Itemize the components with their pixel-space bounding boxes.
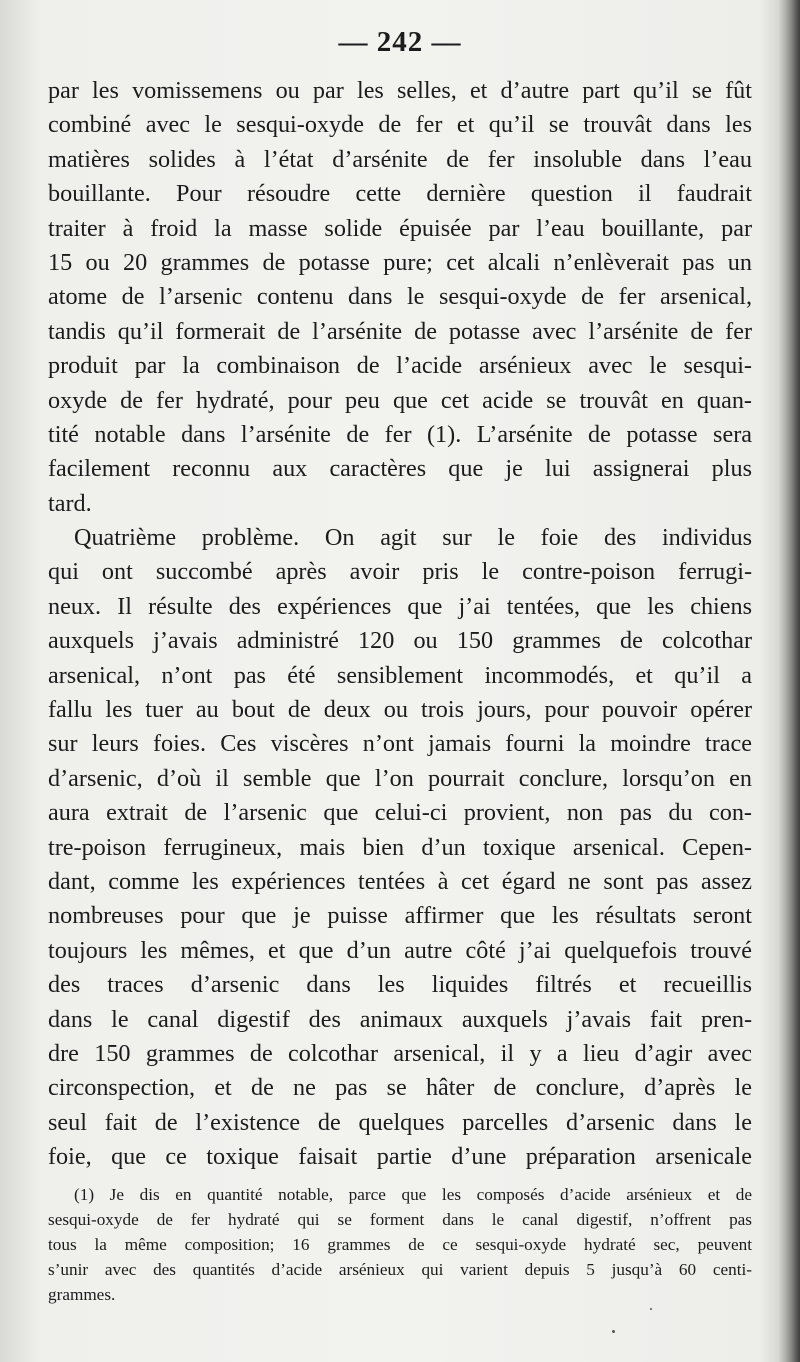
body-line: dans le canal digestif des animaux auxquels j’avais fait pren-	[48, 1005, 752, 1033]
body-line: auxquels j’avais administré 120 ou 150 grammes de colcothar	[48, 627, 752, 655]
book-spine-shadow	[778, 0, 800, 1362]
body-line: tandis qu’il formerait de l’arsénite de potasse avec l’arsénite de fer	[48, 317, 752, 345]
body-line: nombreuses pour que je puisse affirmer que les résultats seront	[48, 902, 752, 930]
body-line: circonspection, et de ne pas se hâter de conclure, d’après le	[48, 1074, 752, 1102]
body-text	[48, 74, 752, 1175]
body-line: aura extrait de l’arsenic que celui-ci provient, non pas du con-	[48, 799, 752, 827]
body-line: traiter à froid la masse solide épuisée par l’eau bouillante, par	[48, 214, 752, 242]
footnote	[48, 1182, 752, 1307]
body-line: tard.	[48, 489, 92, 517]
paper-speck	[650, 1308, 652, 1310]
body-line: qui ont succombé après avoir pris le contre-poison ferrugi-	[48, 558, 752, 586]
body-line: par les vomissemens ou par les selles, et d’autre part qu’il se fût	[48, 77, 752, 104]
section-heading-line: Quatrième problème. On agit sur le foie des individus	[74, 524, 752, 552]
page-number: — 242 —	[338, 26, 462, 58]
body-line: produit par la combinaison de l’acide arsénieux avec le sesqui-	[48, 352, 752, 380]
body-line: combiné avec le sesqui-oxyde de fer et qu’il se trouvât dans les	[48, 111, 752, 139]
body-line: foie, que ce toxique faisait partie d’une préparation arsenicale	[48, 1143, 752, 1171]
footnote-line: s’unir avec des quantités d’acide arsénieux qui varient depuis 5 jusqu’à 60 centi-	[48, 1260, 752, 1279]
footnote-line: (1) Je dis en quantité notable, parce que les composés d’acide arsénieux et de	[74, 1185, 752, 1204]
body-line: oxyde de fer hydraté, pour peu que cet acide se trouvât en quan-	[48, 386, 752, 414]
body-line: neux. Il résulte des expériences que j’ai tentées, que les chiens	[48, 592, 752, 620]
body-line: tre-poison ferrugineux, mais bien d’un toxique arsenical. Cepen-	[48, 833, 752, 861]
footnote-line: tous la même composition; 16 grammes de ce sesqui-oxyde hydraté sec, peuvent	[48, 1235, 752, 1254]
footnote-line: sesqui-oxyde de fer hydraté qui se forment dans le canal digestif, n’offrent pas	[48, 1210, 752, 1229]
body-line: toujours les mêmes, et que d’un autre côté j’ai quelquefois trouvé	[48, 936, 752, 964]
body-line: arsenical, n’ont pas été sensiblement incommodés, et qu’il a	[48, 661, 752, 689]
body-line: des traces d’arsenic dans les liquides filtrés et recueillis	[48, 971, 752, 999]
body-line: dre 150 grammes de colcothar arsenical, il y a lieu d’agir avec	[48, 1039, 752, 1067]
body-line: atome de l’arsenic contenu dans le sesqui-oxyde de fer arsenical,	[48, 283, 752, 311]
body-line: matières solides à l’état d’arsénite de fer insoluble dans l’eau	[48, 145, 752, 173]
body-line: 15 ou 20 grammes de potasse pure; cet alcali n’enlèverait pas un	[48, 248, 752, 276]
body-line: tité notable dans l’arsénite de fer (1). L’arsénite de potasse sera	[48, 420, 752, 448]
body-line: dant, comme les expériences tentées à cet égard ne sont pas assez	[48, 867, 752, 895]
body-line: d’arsenic, d’où il semble que l’on pourrait conclure, lorsqu’on en	[48, 764, 752, 792]
paper-speck	[612, 1330, 615, 1333]
body-line: seul fait de l’existence de quelques parcelles d’arsenic dans le	[48, 1108, 752, 1136]
body-line: bouillante. Pour résoudre cette dernière question il faudrait	[48, 180, 752, 208]
body-line: sur leurs foies. Ces viscères n’ont jamais fourni la moindre trace	[48, 730, 752, 758]
body-line: fallu les tuer au bout de deux ou trois jours, pour pouvoir opérer	[48, 696, 752, 724]
footnote-line: grammes.	[48, 1285, 116, 1304]
body-line: facilement reconnu aux caractères que je lui assignerai plus	[48, 455, 752, 483]
